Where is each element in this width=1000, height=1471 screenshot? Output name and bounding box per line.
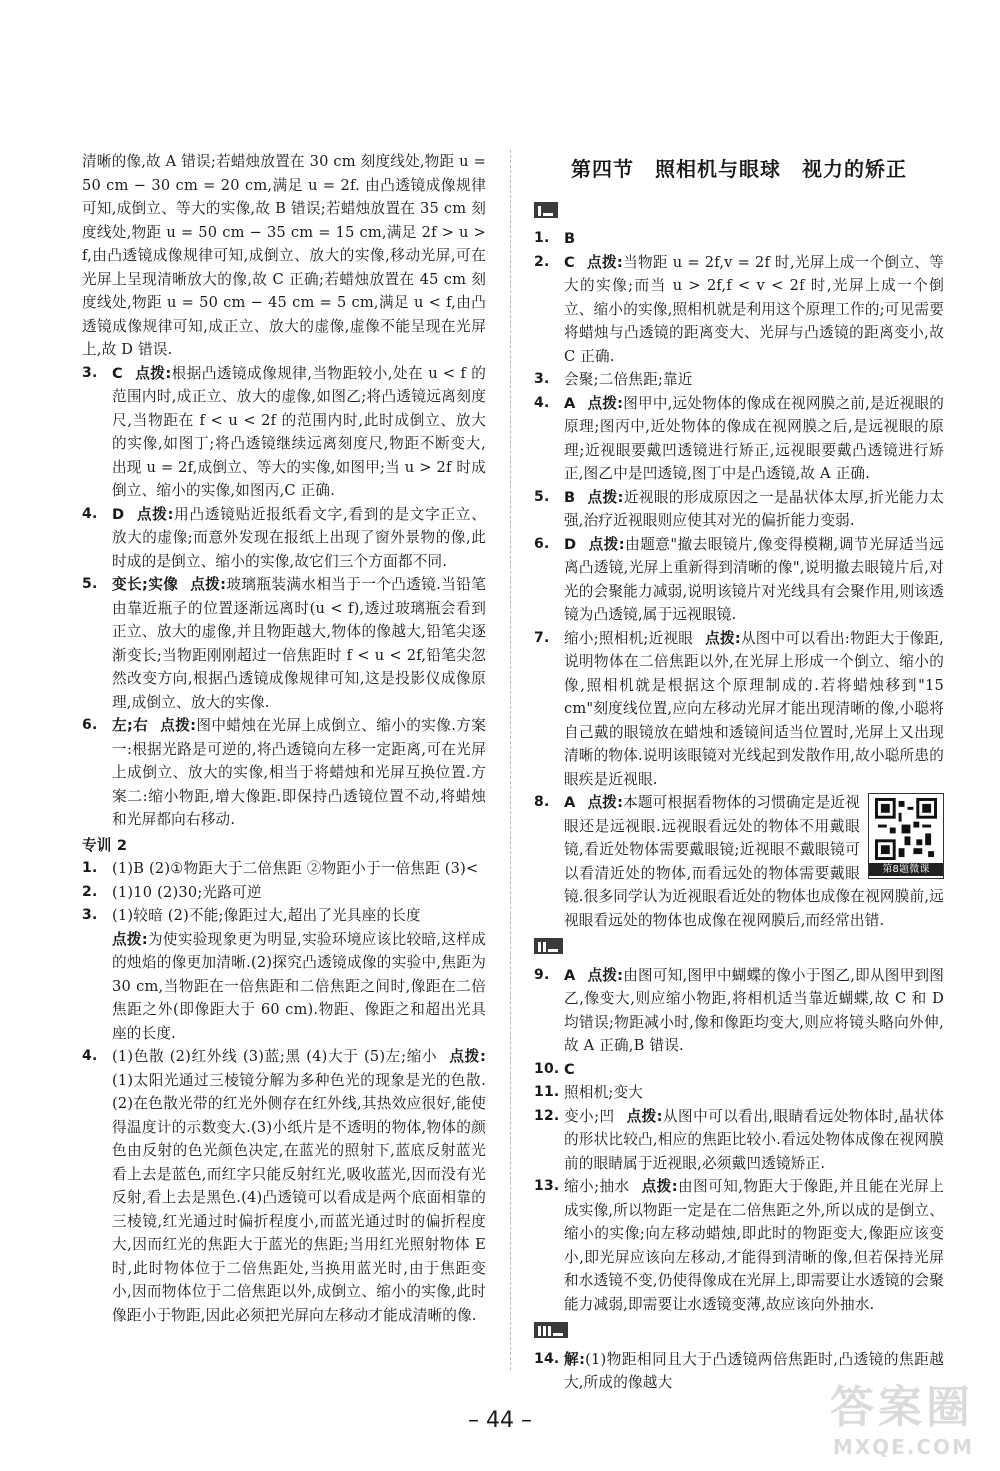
column-divider (510, 150, 511, 1370)
answer-item-8: 8. 第8题微课 A 点拨:本题可根据看物体的习惯确定是近视眼还是远视眼.远视眼看远处的物体不用戴眼镜,看近处物体需要戴眼镜;近视眼不戴眼镜可以看清近处的物体,而看远处的物体需要戴眼镜.很多同学认为近视眼看近处的物体也成像在视网膜前,远视眼看远处的物体也成像在视网膜后,而经常出错. (534, 794, 944, 929)
training-item-4: 4. (1)色散 (2)红外线 (3)蓝;黑 (4)大于 (5)左;缩小 点拨:(1)太阳光通过三棱镜分解为多种色光的现象是光的色散.(2)在色散光带的红光外侧存在红外线,其热效应很好,能使得温度计的示数变大.(3)小纸片是不透明的物体,物体的颜色由反射的色光颜色决定,在蓝光的照射下,蓝底反射蓝光看上去是蓝色,而红字只能反射红光,吸收蓝光,因而没有光反射,看上去是黑色.(4)凸透镜可以看成是两个底面相靠的三棱镜,红光通过时偏折程度小,而蓝光通过时的偏折程度大,因而红光的焦距大于蓝光的焦距;当用红光照射物体 E 时,此时物体位于二倍焦距处,当换用蓝光时,由于焦距变小,因而物体位于二倍焦距以外,成倒立、缩小的实像,此时像距小于物距,因此必须把光屏向左移动才能成清晰的像. (82, 1048, 486, 1324)
answer-item-2: 2. C 点拨:当物距 u = 2f,v = 2f 时,光屏上成一个倒立、等大的实像;而当 u > 2f,f < v < 2f 时,光屏上成一个倒立、缩小的实像,照相机就是利用这个原理工作的;可见需要将蜡烛与凸透镜的距离变大、光屏与凸透镜的距离变小,故 C 正确. (534, 253, 944, 365)
qr-caption: 第8题微课 (869, 863, 943, 876)
answer-item-7: 7. 缩小;照相机;近视眼 点拨:从图中可以看出:物距大于像距,说明物体在二倍焦距以外,在光屏上形成一个倒立、缩小的像,照相机就是根据这个原理制成的.若将蜡烛移到"15 cm"刻度线位置,应向左移动光屏才能出现清晰的像,小聪将自己戴的眼镜放在蜡烛和透镜间适当位置时,光屏上又出现清晰的物体.说明该眼镜对光线起到发散作用,故小聪所患的眼疾是近视眼. (534, 629, 944, 788)
answer-item-1: 1. B (534, 230, 576, 247)
subsection-heading: 专训 2 (82, 836, 128, 854)
level-three-icon (534, 1322, 568, 1338)
answer-item-6: 6. 左;右 点拨:图中蜡烛在光屏上成倒立、缩小的实像.方案一:根据光路是可逆的,将凸透镜向左移一定距离,可在光屏上成倒立、放大的实像,相当于将蜡烛和光屏互换位置.方案二:缩小物距,增大像距.即保持凸透镜位置不动,将蜡烛和光屏都向右移动. (82, 717, 487, 828)
answer-item-3: 3. C 点拨:根据凸透镜成像规律,当物距较小,处在 u < f 的范围内时,成正立、放大的虚像,如图乙;将凸透镜远离刻度尺,当物距在 f < u < 2f 的范围内时,此时成倒立、放大的实像,如图丁;将凸透镜继续远离刻度尺,物距不断变大,出现 u = 2f,成倒立、等大的实像,如图甲;当 u > 2f 时成倒立、缩小的实像,如图丙,C 正确. (82, 364, 486, 499)
answer-item-4: 4. A 点拨:图甲中,远处物体的像成在视网膜之前,是近视眼的原理;图丙中,近处物体的像成在视网膜之后,是远视眼的原理;近视眼要戴凹透镜进行矫正,远视眼要戴凸透镜进行矫正,图乙中是凹透镜,图丁中是凸透镜,故 A 正确. (534, 394, 944, 482)
answer-item-11: 11. 照相机;变大 (534, 1084, 644, 1101)
level-two-icon (534, 938, 563, 954)
watermark-url: MXQE.COM (832, 1435, 974, 1459)
section-title: 第四节 照相机与眼球 视力的矫正 (571, 157, 907, 181)
answer-item-13: 13. 缩小;抽水 点拨:由图可知,物距大于像距,并且能在光屏上成实像,所以物距一定是在二倍焦距之外,所以成的是倒立、缩小的实像;向左移动蜡烛,即此时的物距变大,像距应该变小,即光屏应该向左移动,才能得到清晰的像,但若保持光屏和水透镜不变,仍使得像成在光屏上,即需要让水透镜的会聚能力减弱,即需要让水透镜变薄,故应该向外抽水. (534, 1178, 944, 1313)
level-marker-3 (534, 1320, 568, 1344)
level-marker-1 (534, 200, 558, 224)
answer-item-5: 5. B 点拨:近视眼的形成原因之一是晶状体太厚,折光能力太强,治疗近视眼则应使其对光的偏折能力变弱. (534, 488, 945, 529)
answer-item-9: 9. A 点拨:由图可知,图甲中蝴蝶的像小于图乙,即从图甲到图乙,像变大,则应缩小物距,将相机适当靠近蝴蝶,故 C 和 D 均错误;物距减小时,像和像距均变大,则应将镜头略向外伸,故 A 正确,B 错误. (534, 966, 944, 1054)
left-column (82, 150, 486, 1327)
right-column (534, 158, 944, 1395)
answer-item-12: 12. 变小;凹 点拨:从图中可以看出,眼睛看远处物体时,晶状体的形状比较凸,相应的焦距比较小.看远处物体成像在视网膜前的眼睛属于近视眼,必须戴凹透镜矫正. (534, 1107, 944, 1172)
level-one-icon (534, 202, 558, 218)
answer-item-3: 3. 会聚;二倍焦距;靠近 (534, 371, 693, 388)
page-number: – 44 – (468, 1408, 532, 1433)
training-item-1: 1. (1)B (2)①物距大于二倍焦距 ②物距小于一倍焦距 (3)< (82, 860, 479, 877)
answer-item-6: 6. D 点拨:由题意"撤去眼镜片,像变得模糊,调节光屏适当远离凸透镜,光屏上重新得到清晰的像",说明撤去眼镜片后,对光的会聚能力减弱,说明该镜片对光线具有会聚作用,则该透镜为凸透镜,属于远视眼镜. (534, 535, 944, 623)
continued-paragraph: 清晰的像,故 A 错误;若蜡烛放置在 30 cm 刻度线处,物距 u = 50 cm − 30 cm = 20 cm,满足 u = 2f. 由凸透镜成像规律可知,成倒立、等大的实像,故 B 错误;若蜡烛放置在 35 cm 刻度线处,物距 u = 50 cm − 35 cm = 15 cm,满足 2f > u > f,由凸透镜成像规律可知,成倒立、放大的实像,移动光屏,可在光屏上呈现清晰放大的像,故 C 正确;若蜡烛放置在 45 cm 刻度线处,物距 u = 50 cm − 45 cm = 5 cm,满足 u < f,由凸透镜成像规律可知,成正立、放大的虚像,虚像不能呈现在光屏上,故 D 错误. (82, 153, 486, 358)
qr-pattern-icon (875, 798, 937, 860)
answer-item-4: 4. D 点拨:用凸透镜贴近报纸看文字,看到的是文字正立、放大的虚像;而意外发现在报纸上出现了窗外景物的像,此时成的是倒立、缩小的实像,故它们三个方面都不同. (82, 505, 487, 570)
site-watermark (830, 1371, 974, 1459)
training-item-3: 3. (1)较暗 (2)不能;像距过大,超出了光具座的长度 点拨:为使实验现象更为明显,实验环境应该比较暗,这样成的烛焰的像更加清晰.(2)探究凸透镜成像的实验中,焦距为 30 cm,当物距在一倍焦距和二倍焦距之间时,像距在二倍焦距之外(即像距大于 60 cm).物距、像距之和超出光具座的长度. (82, 907, 486, 1042)
qr-code-icon[interactable] (868, 793, 944, 879)
answer-item-14: 14. 解:(1)物距相同且大于凸透镜两倍焦距时,凸透镜的焦距越大,所成的像越大 (534, 1350, 944, 1391)
level-marker-2 (534, 936, 563, 960)
watermark-logo-text: 答案圈 (830, 1382, 974, 1433)
answer-item-10: 10. C (534, 1060, 575, 1078)
training-item-2: 2. (1)10 (2)30;光路可逆 (82, 883, 262, 901)
answer-item-5: 5. 变长;实像 点拨:玻璃瓶装满水相当于一个凸透镜.当铅笔由靠近瓶子的位置逐渐远离时(u < f),透过玻璃瓶会看到正立、放大的虚像,并且物距越大,物体的像越大,铅笔尖逐渐变长;当物距刚刚超过一倍焦距时 f < u < 2f,铅笔尖忽然改变方向,根据凸透镜成像规律可知,这是投影仪成像原理,成倒立、放大的实像. (82, 576, 487, 711)
